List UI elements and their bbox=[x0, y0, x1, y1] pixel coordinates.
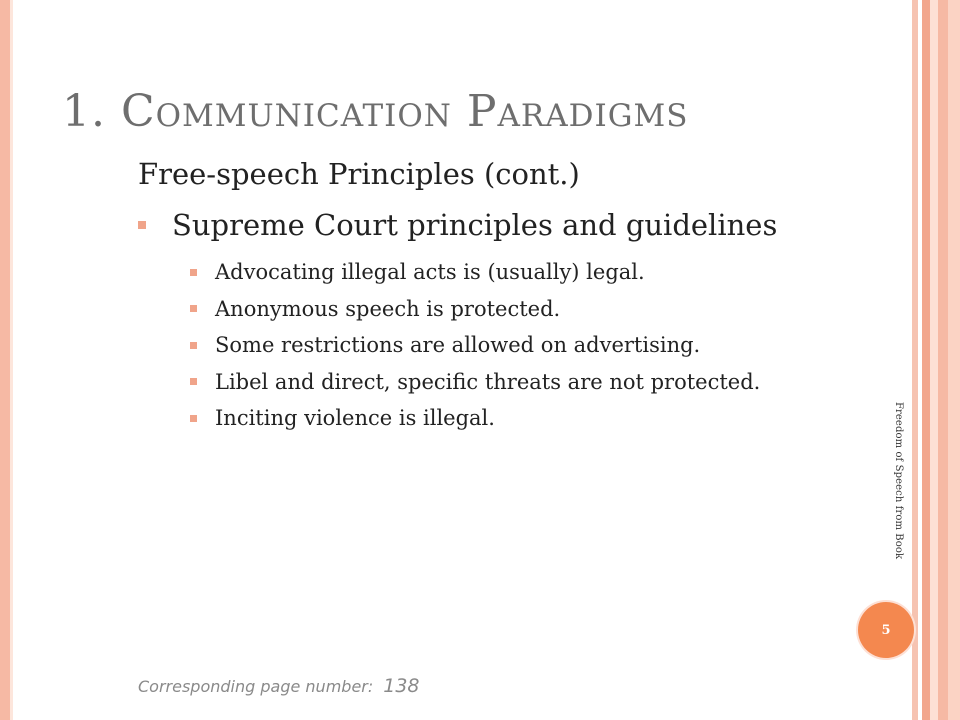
side-caption: Freedom of Speech from Book bbox=[893, 402, 904, 560]
sub-bullet-item bbox=[190, 327, 760, 364]
sub-bullet-item bbox=[190, 291, 760, 328]
square-bullet-icon bbox=[190, 342, 197, 349]
square-bullet-icon bbox=[190, 305, 197, 312]
sub-bullet-item bbox=[190, 364, 760, 401]
sub-bullet-item bbox=[190, 254, 760, 291]
square-bullet-icon bbox=[190, 415, 197, 422]
square-bullet-icon bbox=[190, 378, 197, 385]
slide-subtitle: Free-speech Principles (cont.) bbox=[138, 157, 580, 191]
slide-number-badge bbox=[858, 602, 914, 658]
slide-title: 1. Communication Paradigms bbox=[62, 86, 689, 137]
left-border-stripe bbox=[0, 0, 10, 720]
sub-bullet-text: Advocating illegal acts is (usually) legal. bbox=[215, 260, 645, 285]
square-bullet-icon bbox=[190, 269, 197, 276]
sub-bullet-list bbox=[190, 254, 760, 437]
left-border-inner-stripe bbox=[10, 0, 13, 720]
bullet-level1-text: Supreme Court principles and guidelines bbox=[172, 208, 778, 242]
sub-bullet-text: Libel and direct, specific threats are not protected. bbox=[215, 369, 761, 394]
sub-bullet-text: Inciting violence is illegal. bbox=[215, 406, 495, 431]
footer-label: Corresponding page number: bbox=[138, 677, 374, 696]
footer-note bbox=[138, 675, 420, 697]
right-border-stripes bbox=[912, 0, 960, 720]
bullet-level1 bbox=[138, 208, 777, 242]
footer-page-number: 138 bbox=[383, 675, 420, 697]
sub-bullet-text: Anonymous speech is protected. bbox=[215, 296, 561, 321]
sub-bullet-item bbox=[190, 400, 760, 437]
slide-number: 5 bbox=[881, 622, 891, 638]
sub-bullet-text: Some restrictions are allowed on advertising. bbox=[215, 333, 701, 358]
square-bullet-icon bbox=[138, 221, 146, 229]
